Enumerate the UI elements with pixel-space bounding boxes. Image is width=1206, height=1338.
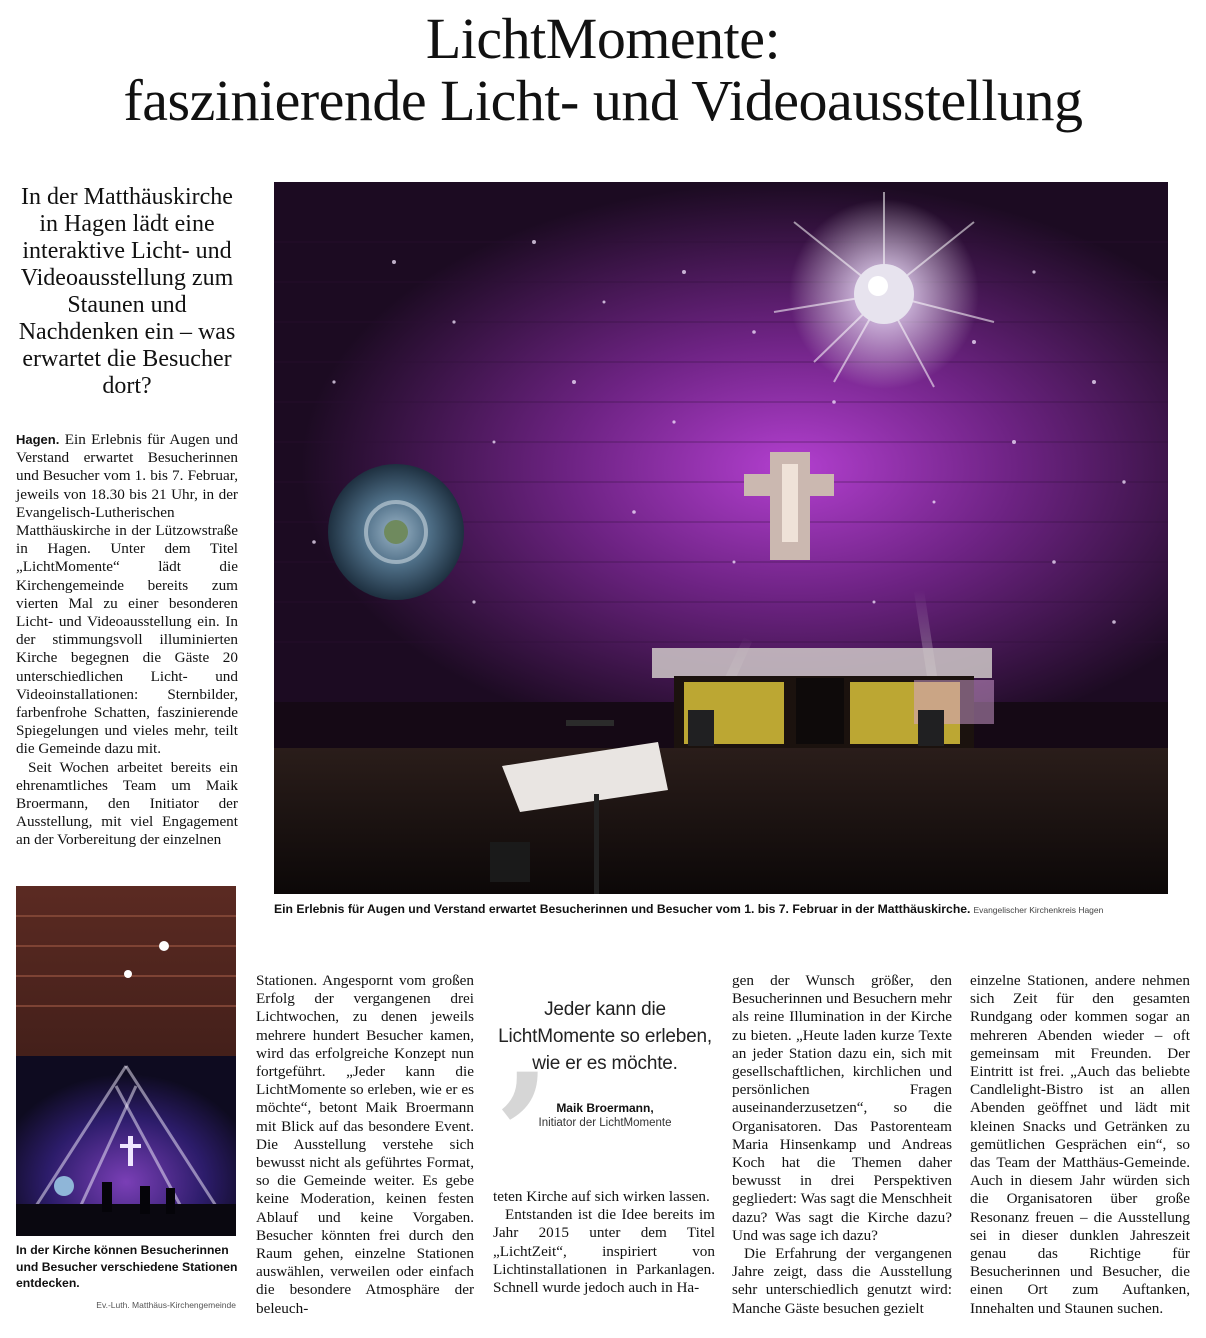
article-column-5 <box>970 972 1190 1318</box>
quote-mark-icon: , <box>500 955 553 1131</box>
teaser: In der Matthäuskirche in Hagen lädt eine interaktive Licht- und Videoausstellung zum Staunen und Nachdenken ein – was erwartet die Besucher dort? <box>18 184 236 399</box>
earth-projection <box>328 464 464 600</box>
article-paragraph <box>16 431 238 759</box>
article-column-4 <box>732 972 952 1318</box>
article-column-2 <box>256 972 474 1318</box>
article-paragraph: gen der Wunsch größer, den Besucherinnen und Besuchern mehr als reine Illumination in der Kirche zu bieten. „Heute laden kurze Texte an jeder Station dazu ein, sich mit gesellschaftlichen, kirchlichen und persönlichen Fragen auseinanderzusetzen“, so die Organisatoren. Das Pastorenteam Maria Hinsenkamp und Andreas Koch hat die Themen daher bewusst in drei Perspektiven gegliedert: Was sagt die Menschheit dazu? Was sagt die Kirche dazu? Und was sage ich dazu? <box>732 972 952 1244</box>
article-paragraph: Die Erfahrung der vergangenen Jahre zeigt, dass die Ausstellung sehr unterschiedlich genutzt wird: Manche Gäste besuchen gezielt <box>732 1245 952 1317</box>
dateline: Hagen. <box>16 432 60 447</box>
article-paragraph: Entstanden ist die Idee bereits im Jahr 2015 unter dem Titel „LichtZeit“, inspiriert von Lichtinstallationen in Parkanlagen. Schnell wurde jedoch auch in Ha- <box>493 1206 715 1297</box>
pull-quote-text: Jeder kann die LichtMomente so erleben, wie er es möchte. <box>498 999 712 1074</box>
main-photo-caption <box>274 902 1194 916</box>
side-photo-caption: In der Kirche können Besucherinnen und Besucher verschiedene Stationen entdecken. <box>16 1243 238 1290</box>
side-photo-credit: Ev.-Luth. Matthäus-Kirchengemeinde <box>96 1300 236 1310</box>
pull-quote-author: Maik Broermann, <box>556 1101 654 1115</box>
article-paragraph: einzelne Stationen, andere nehmen sich Zeit für den gesamten Rundgang oder kommen sogar an mehreren Abenden wieder – oft gemeinsam mit Freunden. Der Eintritt ist frei. „Auch das beliebte Candlelight-Bistro ist an allen Abenden geöffnet und lädt mit kleinen Snacks und Getränken zu gemütlichen Gesprächen ein“, so das Team der Matthäus-Gemeinde. Auch in diesem Jahr würden sich die Organisatoren über große Resonanz freuen – die Ausstellung sei in dieser dunklen Jahreszeit genau das Richtige für Besucherinnen und Besucher, die einen Ort zum Auftanken, Innehalten und Staunen suchen. <box>970 972 1190 1317</box>
church-light-installation-image <box>274 182 1168 894</box>
article-paragraph: Seit Wochen arbeitet bereits ein ehrenamtliches Team um Maik Broermann, den Initiator der Ausstellung, mit viel Engagement an der Vorbereitung der einzelnen <box>16 758 238 849</box>
article-text: Ein Erlebnis für Augen und Verstand erwartet Besucherinnen und Besucher vom 1. bis 7. Februar, jeweils von 18.30 bis 21 Uhr, in der Evangelisch-Lutherischen Matthäuskirche in der Lützowstraße in Hagen. Unter dem Titel „LichtMomente“ lädt die Kirchengemeinde bereits zum vierten Mal zu einer besonderen Licht- und Videoausstellung ein. In der stimmungsvoll illuminierten Kirche begegnen die Gäste 20 unterschiedlichen Licht- und Videoinstallationen: Sternbilder, farbenfrohe Schatten, faszinierende Spiegelungen und vieles mehr, teilt die Gemeinde dazu mit. <box>16 431 238 758</box>
main-photo <box>274 182 1168 894</box>
article-paragraph: Stationen. Angespornt vom großen Erfolg der vergangenen drei Lichtwochen, zu denen jeweils mehrere hundert Besucher kamen, wird das erfolgreiche Konzept nun fortgeführt. „Jeder kann die LichtMomente so erleben, wie er es möchte“, betont Maik Broermann mit Blick auf das besondere Event. Die Ausstellung verstehe sich bewusst nicht als geführtes Format, so die Gemeinde weiter. Es gebe keine Moderation, keinen festen Ablauf und keine Vorgaben. Besucher könnten frei durch den Raum gehen, einzelne Stationen auswählen, verweilen oder einfach die besondere Atmosphäre der beleuch- <box>256 972 474 1317</box>
church-interior-image <box>16 886 236 1236</box>
article-column-3 <box>493 1188 715 1297</box>
side-photo <box>16 886 236 1236</box>
headline-line-1: LichtMomente: <box>425 6 781 71</box>
pull-quote-role: Initiator der LichtMomente <box>538 1117 672 1129</box>
main-photo-credit: Evangelischer Kirchenkreis Hagen <box>973 905 1104 915</box>
pull-quote <box>496 996 714 1129</box>
main-photo-caption-text: Ein Erlebnis für Augen und Verstand erwartet Besucherinnen und Besucher vom 1. bis 7. Februar in der Matthäuskirche. <box>274 902 971 916</box>
headline-line-2: faszinierende Licht- und Videoausstellung <box>123 68 1083 133</box>
headline <box>0 8 1206 132</box>
article-paragraph: teten Kirche auf sich wirken lassen. <box>493 1188 710 1205</box>
article-column-1 <box>16 431 238 850</box>
